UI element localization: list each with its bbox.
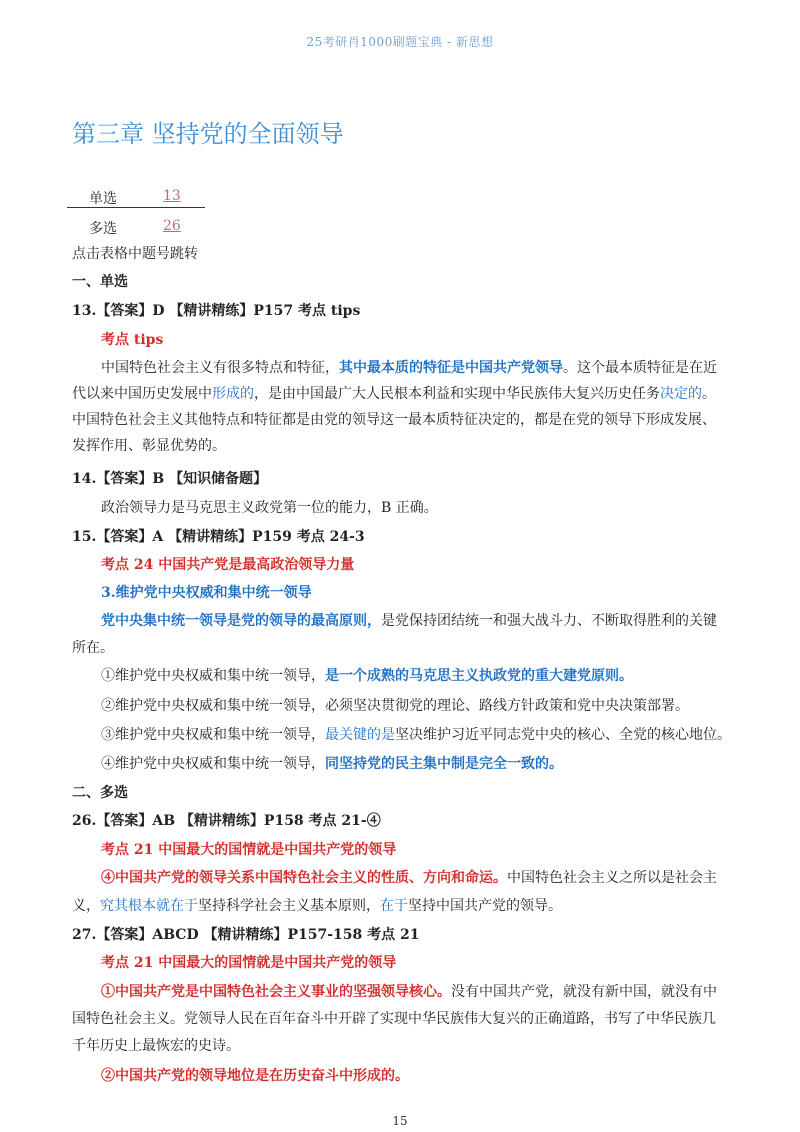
answer-13-line-1 [101, 358, 717, 378]
text: ①维护党中央权威和集中统一领导， [101, 668, 325, 684]
answer-14-line-1: 政治领导力是马克思主义政党第一位的能力，B 正确。 [101, 500, 438, 516]
answer-14-heading: 14.【答案】B 【知识储备题】 [72, 471, 268, 487]
answer-27-line-1 [101, 982, 717, 1002]
text: ③维护党中央权威和集中统一领导， [101, 727, 325, 743]
highlight: 决定的 [660, 386, 702, 402]
answer-27-topic: 考点 21 中国最大的国情就是中国共产党的领导 [101, 955, 397, 971]
answer-13-heading: 13.【答案】D 【精讲精练】P157 考点 tips [72, 303, 361, 319]
answer-26-topic: 考点 21 中国最大的国情就是中国共产党的领导 [101, 842, 397, 858]
jump-hint: 点击表格中题号跳转 [72, 246, 198, 262]
text: 坚持科学社会主义基本原则， [198, 898, 380, 914]
answer-15-item-1 [101, 666, 633, 686]
text: 义， [72, 898, 100, 914]
text: 是党保持团结统一和强大战斗力、不断取得胜利的关键 [381, 613, 717, 629]
jump-link-multi[interactable]: 26 [163, 218, 181, 234]
highlight: 是一个成熟的马克思主义执政党的重大建党原则。 [325, 668, 633, 684]
text: 。 [702, 386, 716, 402]
answer-13-topic: 考点 tips [101, 332, 164, 348]
answer-15-item-4 [101, 754, 563, 774]
jump-link-single[interactable]: 13 [163, 188, 181, 204]
highlight: ①中国共产党是中国特色社会主义事业的坚强领导核心。 [101, 984, 451, 1000]
answer-15-line-2: 所在。 [72, 640, 114, 656]
page-number: 15 [392, 1114, 408, 1128]
text: ，是由中国最广大人民根本利益和实现中华民族伟大复兴历史任务 [254, 386, 660, 402]
highlight: ④中国共产党的领导关系中国特色社会主义的性质、方向和命运。 [101, 870, 507, 886]
highlight: 究其根本就在于 [100, 898, 198, 914]
answer-13-line-4: 发挥作用、彰显优势的。 [72, 438, 226, 454]
answer-15-item-2: ②维护党中央权威和集中统一领导，必须坚决贯彻党的理论、路线方针政策和党中央决策部署。 [101, 698, 689, 714]
answer-26-line-1 [101, 868, 717, 888]
text: 坚持中国共产党的领导。 [408, 898, 562, 914]
section-heading-multi: 二、多选 [72, 785, 128, 801]
highlight: 其中最本质的特征是中国共产党领导 [339, 360, 563, 376]
answer-27-line-2: 国特色社会主义。党领导人民在百年奋斗中开辟了实现中华民族伟大复兴的正确道路，书写了中华民族几 [72, 1011, 716, 1027]
highlight: 最关键的是 [325, 727, 395, 743]
text: 。这个最本质特征是在近 [563, 360, 717, 376]
answer-15-heading: 15.【答案】A 【精讲精练】P159 考点 24-3 [72, 529, 365, 545]
text: 没有中国共产党，就没有新中国，就没有中 [451, 984, 717, 1000]
answer-15-item-3 [101, 725, 731, 745]
summary-label-multi: 多选 [89, 221, 117, 237]
chapter-title: 第三章 坚持党的全面领导 [72, 120, 344, 148]
text: 坚决维护习近平同志党中央的核心、全党的核心地位。 [395, 727, 731, 743]
highlight: 形成的 [212, 386, 254, 402]
answer-27-line-4: ②中国共产党的领导地位是在历史奋斗中形成的。 [101, 1068, 409, 1084]
text: 中国特色社会主义之所以是社会主 [507, 870, 717, 886]
text: 代以来中国历史发展中 [72, 386, 212, 402]
answer-13-line-3: 中国特色社会主义其他特点和特征都是由党的领导这一最本质特征决定的，都是在党的领导下形成发展、 [72, 412, 716, 428]
highlight: 在于 [380, 898, 408, 914]
highlight: 党中央集中统一领导是党的领导的最高原则， [101, 613, 381, 629]
page-header: 25考研肖1000刷题宝典 - 新思想 [306, 35, 494, 49]
table-divider [67, 207, 205, 208]
summary-label-single: 单选 [89, 191, 117, 207]
answer-27-line-3: 千年历史上最恢宏的史诗。 [72, 1038, 240, 1054]
answer-15-topic: 考点 24 中国共产党是最高政治领导力量 [101, 557, 355, 573]
answer-13-line-2 [72, 384, 716, 404]
answer-27-heading: 27.【答案】ABCD 【精讲精练】P157-158 考点 21 [72, 927, 420, 943]
section-heading-single: 一、单选 [72, 274, 128, 290]
answer-26-line-2 [72, 896, 562, 916]
answer-15-subtopic: 3.维护党中央权威和集中统一领导 [101, 585, 312, 601]
highlight: 同坚持党的民主集中制是完全一致的。 [325, 756, 563, 772]
answer-26-heading: 26.【答案】AB 【精讲精练】P158 考点 21-④ [72, 813, 381, 829]
text: ④维护党中央权威和集中统一领导， [101, 756, 325, 772]
text: 中国特色社会主义有很多特点和特征， [101, 360, 339, 376]
answer-15-line-1 [101, 611, 717, 631]
